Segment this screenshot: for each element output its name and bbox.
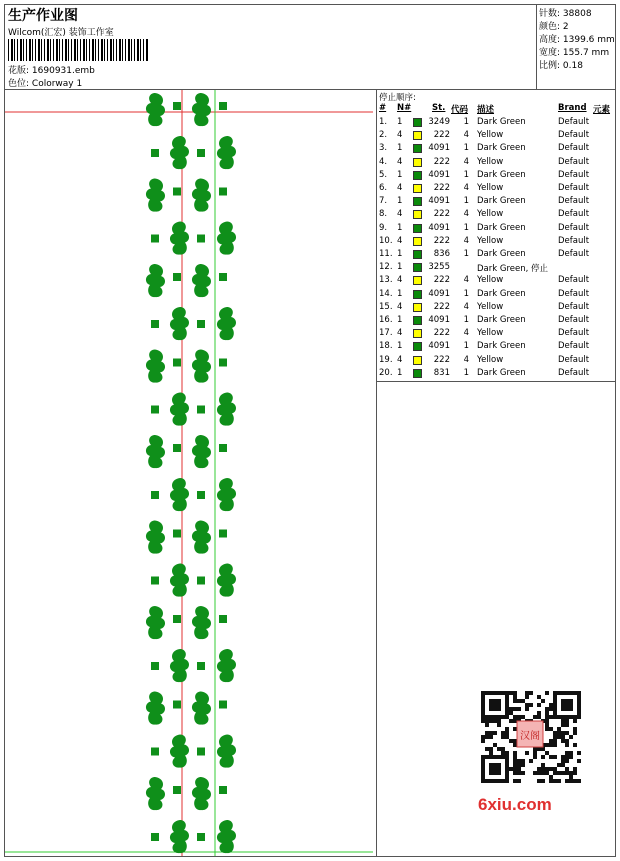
row-number: 15. bbox=[379, 301, 393, 312]
leaf-motif bbox=[217, 649, 236, 682]
leaf-motif bbox=[192, 777, 211, 810]
row-number: 4. bbox=[379, 156, 388, 167]
row-number: 11. bbox=[379, 249, 393, 259]
leaf-motif bbox=[170, 136, 189, 169]
stop-sequence-row bbox=[377, 315, 615, 328]
row-number: 18. bbox=[379, 341, 393, 352]
row-code: 4 bbox=[463, 354, 469, 365]
row-brand: Default bbox=[558, 169, 590, 180]
row-stitches: 222 bbox=[433, 275, 450, 286]
row-stitches: 222 bbox=[433, 209, 450, 220]
row-number: 1. bbox=[379, 117, 388, 127]
company-name: Wilcom(汇宏) 装饰工作室 bbox=[8, 28, 114, 38]
leaf-motif bbox=[146, 264, 165, 297]
row-brand: Default bbox=[558, 196, 590, 207]
leaf-motif bbox=[217, 820, 236, 853]
row-stitches: 222 bbox=[433, 354, 450, 365]
stop-sequence-list bbox=[377, 90, 615, 382]
leaf-motif bbox=[170, 307, 189, 340]
row-stitches: 4091 bbox=[428, 169, 450, 180]
color-swatch bbox=[413, 329, 422, 338]
stop-sequence-row bbox=[377, 170, 615, 183]
row-description: Dark Green bbox=[477, 288, 526, 299]
stop-sequence-row bbox=[377, 130, 615, 143]
row-description: Dark Green bbox=[477, 196, 526, 207]
row-number: 5. bbox=[379, 169, 388, 180]
row-code: 4 bbox=[463, 156, 469, 167]
color-swatch bbox=[413, 158, 422, 167]
row-description: Yellow bbox=[477, 275, 504, 286]
row-description: Yellow bbox=[477, 328, 504, 339]
row-description: Yellow bbox=[477, 130, 504, 141]
row-needle: 1 bbox=[397, 367, 403, 378]
color-swatch bbox=[413, 303, 422, 312]
row-stitches: 4091 bbox=[428, 196, 450, 207]
leaf-motif bbox=[217, 393, 236, 426]
embroidery-design bbox=[5, 90, 375, 856]
leaf-motif bbox=[146, 179, 165, 212]
square-motif bbox=[173, 359, 181, 367]
leaf-motif bbox=[170, 393, 189, 426]
square-motif bbox=[173, 188, 181, 196]
row-number: 8. bbox=[379, 209, 388, 220]
square-motif bbox=[151, 662, 159, 670]
row-needle: 4 bbox=[397, 354, 403, 365]
color-swatch bbox=[413, 276, 422, 285]
row-brand: Default bbox=[558, 288, 590, 299]
stop-sequence-row bbox=[377, 368, 615, 381]
row-description: Dark Green bbox=[477, 117, 526, 127]
square-motif bbox=[197, 320, 205, 328]
square-motif bbox=[197, 577, 205, 585]
leaf-motif bbox=[217, 222, 236, 255]
row-brand: Default bbox=[558, 183, 590, 193]
stop-sequence-label: 停止顺序: bbox=[379, 93, 416, 103]
row-description: Yellow bbox=[477, 209, 504, 220]
square-motif bbox=[173, 273, 181, 281]
leaf-motif bbox=[217, 307, 236, 340]
row-needle: 1 bbox=[397, 262, 403, 273]
square-motif bbox=[151, 406, 159, 414]
row-stitches: 4091 bbox=[428, 341, 450, 352]
stat-scale: 比例: 0.18 bbox=[539, 61, 583, 71]
svg-text:汉阁: 汉阁 bbox=[520, 731, 540, 742]
row-brand: Default bbox=[558, 301, 590, 312]
row-needle: 1 bbox=[397, 249, 403, 259]
leaf-motif bbox=[192, 521, 211, 554]
stop-sequence-row bbox=[377, 223, 615, 236]
row-code: 4 bbox=[463, 209, 469, 220]
barcode bbox=[8, 39, 148, 61]
row-brand: Default bbox=[558, 315, 590, 325]
row-needle: 1 bbox=[397, 117, 403, 127]
row-brand: Default bbox=[558, 143, 590, 154]
color-swatch bbox=[413, 171, 422, 180]
row-stitches: 4091 bbox=[428, 143, 450, 154]
row-brand: Default bbox=[558, 209, 590, 220]
row-needle: 1 bbox=[397, 315, 403, 325]
row-needle: 1 bbox=[397, 143, 403, 154]
square-motif bbox=[197, 833, 205, 841]
stop-sequence-row bbox=[377, 117, 615, 130]
row-number: 20. bbox=[379, 367, 393, 378]
leaf-motif bbox=[192, 435, 211, 468]
colorway-label: 色位: bbox=[8, 79, 30, 89]
row-code: 1 bbox=[463, 367, 469, 378]
row-needle: 1 bbox=[397, 169, 403, 180]
square-motif bbox=[151, 748, 159, 756]
qr-code bbox=[473, 683, 589, 803]
square-motif bbox=[173, 786, 181, 794]
row-code: 1 bbox=[463, 315, 469, 325]
color-swatch bbox=[413, 184, 422, 193]
leaf-motif bbox=[170, 564, 189, 597]
row-stitches: 4091 bbox=[428, 288, 450, 299]
row-number: 13. bbox=[379, 275, 393, 286]
row-code: 4 bbox=[463, 130, 469, 141]
square-motif bbox=[219, 359, 227, 367]
row-needle: 4 bbox=[397, 156, 403, 167]
row-brand: Default bbox=[558, 354, 590, 365]
color-swatch bbox=[413, 131, 422, 140]
square-motif bbox=[151, 149, 159, 157]
stop-sequence-row bbox=[377, 249, 615, 262]
color-swatch bbox=[413, 369, 422, 378]
stop-sequence-row bbox=[377, 183, 615, 196]
stat-colors: 颜色: 2 bbox=[539, 22, 569, 32]
leaf-motif bbox=[146, 692, 165, 725]
row-brand: Default bbox=[558, 117, 590, 127]
color-swatch bbox=[413, 342, 422, 351]
row-stitches: 222 bbox=[433, 156, 450, 167]
square-motif bbox=[173, 102, 181, 110]
row-number: 7. bbox=[379, 196, 388, 207]
row-description: Dark Green bbox=[477, 169, 526, 180]
square-motif bbox=[219, 444, 227, 452]
row-stitches: 831 bbox=[433, 367, 450, 378]
leaf-motif bbox=[192, 179, 211, 212]
stat-height: 高度: 1399.6 mm bbox=[539, 35, 615, 45]
row-description: Dark Green bbox=[477, 249, 526, 259]
leaf-motif bbox=[192, 264, 211, 297]
square-motif bbox=[151, 833, 159, 841]
leaf-motif bbox=[217, 478, 236, 511]
row-needle: 4 bbox=[397, 235, 403, 246]
row-stitches: 222 bbox=[433, 183, 450, 193]
stop-sequence-header: # N# St. 代码 描述 Brand 元素 bbox=[379, 103, 611, 115]
leaf-motif bbox=[146, 521, 165, 554]
row-number: 9. bbox=[379, 222, 388, 233]
row-code: 1 bbox=[463, 341, 469, 352]
leaf-motif bbox=[146, 435, 165, 468]
stats-panel bbox=[537, 5, 615, 90]
square-motif bbox=[219, 188, 227, 196]
square-motif bbox=[219, 530, 227, 538]
square-motif bbox=[173, 615, 181, 623]
row-needle: 4 bbox=[397, 275, 403, 286]
row-number: 16. bbox=[379, 315, 393, 325]
color-swatch bbox=[413, 290, 422, 299]
stop-sequence-row bbox=[377, 341, 615, 354]
row-needle: 1 bbox=[397, 288, 403, 299]
row-number: 10. bbox=[379, 235, 393, 246]
row-description: Dark Green, 停止 bbox=[477, 264, 549, 275]
square-motif bbox=[219, 615, 227, 623]
row-brand: Default bbox=[558, 222, 590, 233]
square-motif bbox=[197, 149, 205, 157]
color-swatch bbox=[413, 237, 422, 246]
stat-width: 宽度: 155.7 mm bbox=[539, 48, 610, 58]
color-swatch bbox=[413, 316, 422, 325]
leaf-motif bbox=[192, 93, 211, 126]
row-code: 1 bbox=[463, 169, 469, 180]
color-swatch bbox=[413, 197, 422, 206]
leaf-motif bbox=[170, 222, 189, 255]
row-code: 4 bbox=[463, 275, 469, 286]
stop-sequence-row bbox=[377, 355, 615, 368]
design-file-label: 花版: bbox=[8, 66, 30, 76]
row-stitches: 3249 bbox=[428, 117, 450, 127]
row-brand: Default bbox=[558, 275, 590, 286]
row-code: 1 bbox=[463, 288, 469, 299]
stop-sequence-row bbox=[377, 328, 615, 341]
row-description: Dark Green bbox=[477, 367, 526, 378]
stop-sequence-row bbox=[377, 236, 615, 249]
design-file bbox=[8, 63, 95, 76]
row-needle: 4 bbox=[397, 328, 403, 339]
square-motif bbox=[197, 406, 205, 414]
square-motif bbox=[151, 235, 159, 243]
row-stitches: 222 bbox=[433, 235, 450, 246]
leaf-motif bbox=[192, 692, 211, 725]
row-description: Dark Green bbox=[477, 315, 526, 325]
square-motif bbox=[151, 491, 159, 499]
row-code: 4 bbox=[463, 328, 469, 339]
color-swatch bbox=[413, 118, 422, 127]
color-swatch bbox=[413, 263, 422, 272]
color-swatch bbox=[413, 250, 422, 259]
row-needle: 4 bbox=[397, 209, 403, 220]
row-brand: Default bbox=[558, 156, 590, 167]
row-code: 1 bbox=[463, 249, 469, 259]
row-description: Dark Green bbox=[477, 341, 526, 352]
row-description: Yellow bbox=[477, 354, 504, 365]
square-motif bbox=[173, 444, 181, 452]
design-preview bbox=[5, 90, 377, 856]
row-stitches: 4091 bbox=[428, 222, 450, 233]
row-brand: Default bbox=[558, 367, 590, 378]
stat-stitches: 针数: 38808 bbox=[539, 9, 592, 19]
color-swatch bbox=[413, 224, 422, 233]
row-brand: Default bbox=[558, 341, 590, 352]
stop-sequence-row bbox=[377, 275, 615, 288]
leaf-motif bbox=[192, 350, 211, 383]
square-motif bbox=[219, 786, 227, 794]
row-description: Yellow bbox=[477, 156, 504, 167]
production-worksheet bbox=[4, 4, 616, 857]
leaf-motif bbox=[146, 777, 165, 810]
row-code: 1 bbox=[463, 117, 469, 127]
colorway bbox=[8, 76, 82, 89]
row-brand: Default bbox=[558, 235, 590, 246]
row-needle: 1 bbox=[397, 341, 403, 352]
row-code: 1 bbox=[463, 143, 469, 154]
stop-sequence-row bbox=[377, 157, 615, 170]
stop-sequence-row bbox=[377, 302, 615, 315]
design-file-name: 1690931.emb bbox=[31, 66, 95, 76]
row-brand: Default bbox=[558, 249, 590, 259]
row-code: 1 bbox=[463, 196, 469, 207]
square-motif bbox=[197, 491, 205, 499]
header-panel bbox=[5, 5, 537, 90]
row-description: Dark Green bbox=[477, 222, 526, 233]
leaf-motif bbox=[170, 820, 189, 853]
square-motif bbox=[219, 273, 227, 281]
leaf-motif bbox=[146, 93, 165, 126]
leaf-motif bbox=[170, 478, 189, 511]
colorway-name: Colorway 1 bbox=[31, 79, 83, 89]
row-needle: 4 bbox=[397, 183, 403, 193]
row-stitches: 222 bbox=[433, 328, 450, 339]
stop-sequence-row bbox=[377, 289, 615, 302]
square-motif bbox=[173, 701, 181, 709]
color-swatch bbox=[413, 144, 422, 153]
row-brand: Default bbox=[558, 130, 590, 141]
row-stitches: 836 bbox=[433, 249, 450, 259]
square-motif bbox=[197, 662, 205, 670]
row-number: 14. bbox=[379, 288, 393, 299]
square-motif bbox=[151, 320, 159, 328]
stop-sequence-row bbox=[377, 143, 615, 156]
leaf-motif bbox=[217, 735, 236, 768]
row-code: 4 bbox=[463, 235, 469, 246]
color-swatch bbox=[413, 356, 422, 365]
row-number: 2. bbox=[379, 130, 388, 141]
leaf-motif bbox=[170, 649, 189, 682]
row-code: 4 bbox=[463, 301, 469, 312]
row-number: 3. bbox=[379, 143, 388, 154]
stop-sequence-row bbox=[377, 196, 615, 209]
square-motif bbox=[219, 701, 227, 709]
row-brand: Default bbox=[558, 328, 590, 339]
square-motif bbox=[173, 530, 181, 538]
row-number: 19. bbox=[379, 354, 393, 365]
square-motif bbox=[197, 235, 205, 243]
row-number: 17. bbox=[379, 328, 393, 339]
stop-sequence-row bbox=[377, 209, 615, 222]
row-description: Yellow bbox=[477, 301, 504, 312]
row-description: Dark Green bbox=[477, 143, 526, 154]
stop-sequence-row bbox=[377, 262, 615, 275]
square-motif bbox=[151, 577, 159, 585]
page-title: 生产作业图 bbox=[8, 8, 78, 24]
row-code: 4 bbox=[463, 183, 469, 193]
leaf-motif bbox=[217, 136, 236, 169]
row-needle: 1 bbox=[397, 196, 403, 207]
leaf-motif bbox=[192, 606, 211, 639]
square-motif bbox=[197, 748, 205, 756]
row-number: 12. bbox=[379, 262, 393, 273]
row-needle: 1 bbox=[397, 222, 403, 233]
square-motif bbox=[219, 102, 227, 110]
row-description: Yellow bbox=[477, 235, 504, 246]
leaf-motif bbox=[146, 350, 165, 383]
row-needle: 4 bbox=[397, 130, 403, 141]
row-needle: 4 bbox=[397, 301, 403, 312]
leaf-motif bbox=[217, 564, 236, 597]
row-stitches: 3255 bbox=[428, 262, 450, 273]
leaf-motif bbox=[170, 735, 189, 768]
watermark-brand: 6xiu.com bbox=[478, 795, 552, 814]
row-stitches: 222 bbox=[433, 130, 450, 141]
row-description: Yellow bbox=[477, 183, 504, 193]
row-code: 1 bbox=[463, 222, 469, 233]
row-stitches: 4091 bbox=[428, 315, 450, 325]
row-stitches: 222 bbox=[433, 301, 450, 312]
row-number: 6. bbox=[379, 183, 388, 193]
leaf-motif bbox=[146, 606, 165, 639]
color-swatch bbox=[413, 210, 422, 219]
